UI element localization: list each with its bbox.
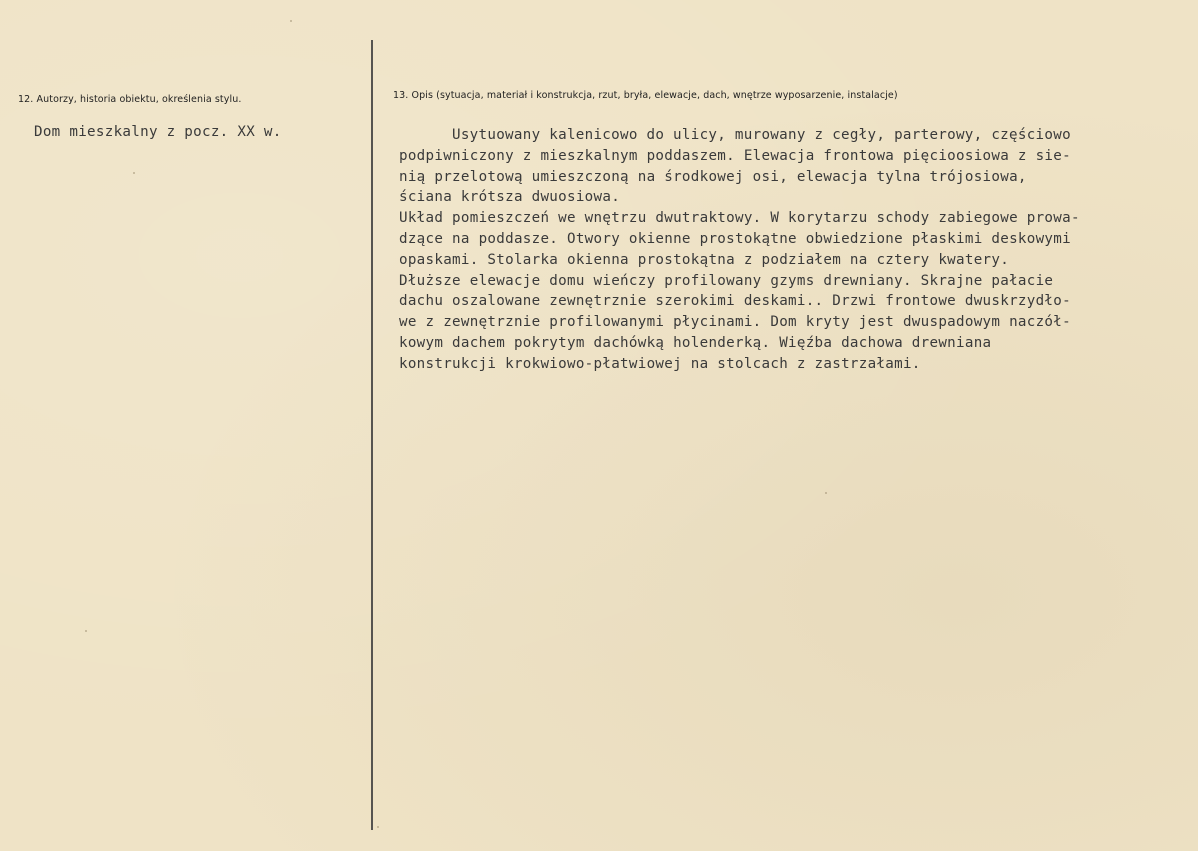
description-line: nią przelotową umieszczoną na środkowej osi, elewacja tylna trójosiowa, [399,168,1027,185]
description-line: konstrukcji krokwiowo-płatwiowej na stolcach z zastrzałami. [399,355,921,372]
field-12-label: 12. Autorzy, historia obiektu, określenia stylu. [18,94,242,105]
description-line: Układ pomieszczeń we wnętrzu dwutraktowy. W korytarzu schody zabiegowe prowa- [399,210,1080,227]
field-12-value: Dom mieszkalny z pocz. XX w. [34,124,282,140]
paper-speck [133,172,135,174]
description-line: Usytuowany kalenicowo do ulicy, murowany z cegły, parterowy, częściowo [452,127,1071,143]
description-line: dzące na poddasze. Otwory okienne prostokątne obwiedzione płaskimi deskowymi [399,230,1071,247]
paper-speck [825,492,827,494]
field-13-label: 13. Opis (sytuacja, materiał i konstrukcja, rzut, bryła, elewacje, dach, wnętrze wyposarzenie, instalacje) [393,90,898,101]
field-13-description [399,125,1189,375]
description-line: dachu oszalowane zewnętrznie szerokimi deskami.. Drzwi frontowe dwuskrzydło- [399,293,1071,310]
description-line: Dłuższe elewacje domu wieńczy profilowany gzyms drewniany. Skrajne pałacie [399,272,1054,289]
description-line: we z zewnętrznie profilowanymi płycinami. Dom kryty jest dwuspadowym naczół- [399,314,1071,331]
paper-speck [290,20,292,22]
description-line: opaskami. Stolarka okienna prostokątna z podziałem na cztery kwatery. [399,251,1010,268]
paper-speck [85,630,87,632]
description-line: ściana krótsza dwuosiowa. [399,189,621,206]
paper-speck [377,826,379,828]
description-line: podpiwniczony z mieszkalnym poddaszem. Elewacja frontowa pięcioosiowa z sie- [399,147,1071,164]
column-divider [371,40,373,830]
description-line: kowym dachem pokrytym dachówką holenderką. Więźba dachowa drewniana [399,334,992,351]
